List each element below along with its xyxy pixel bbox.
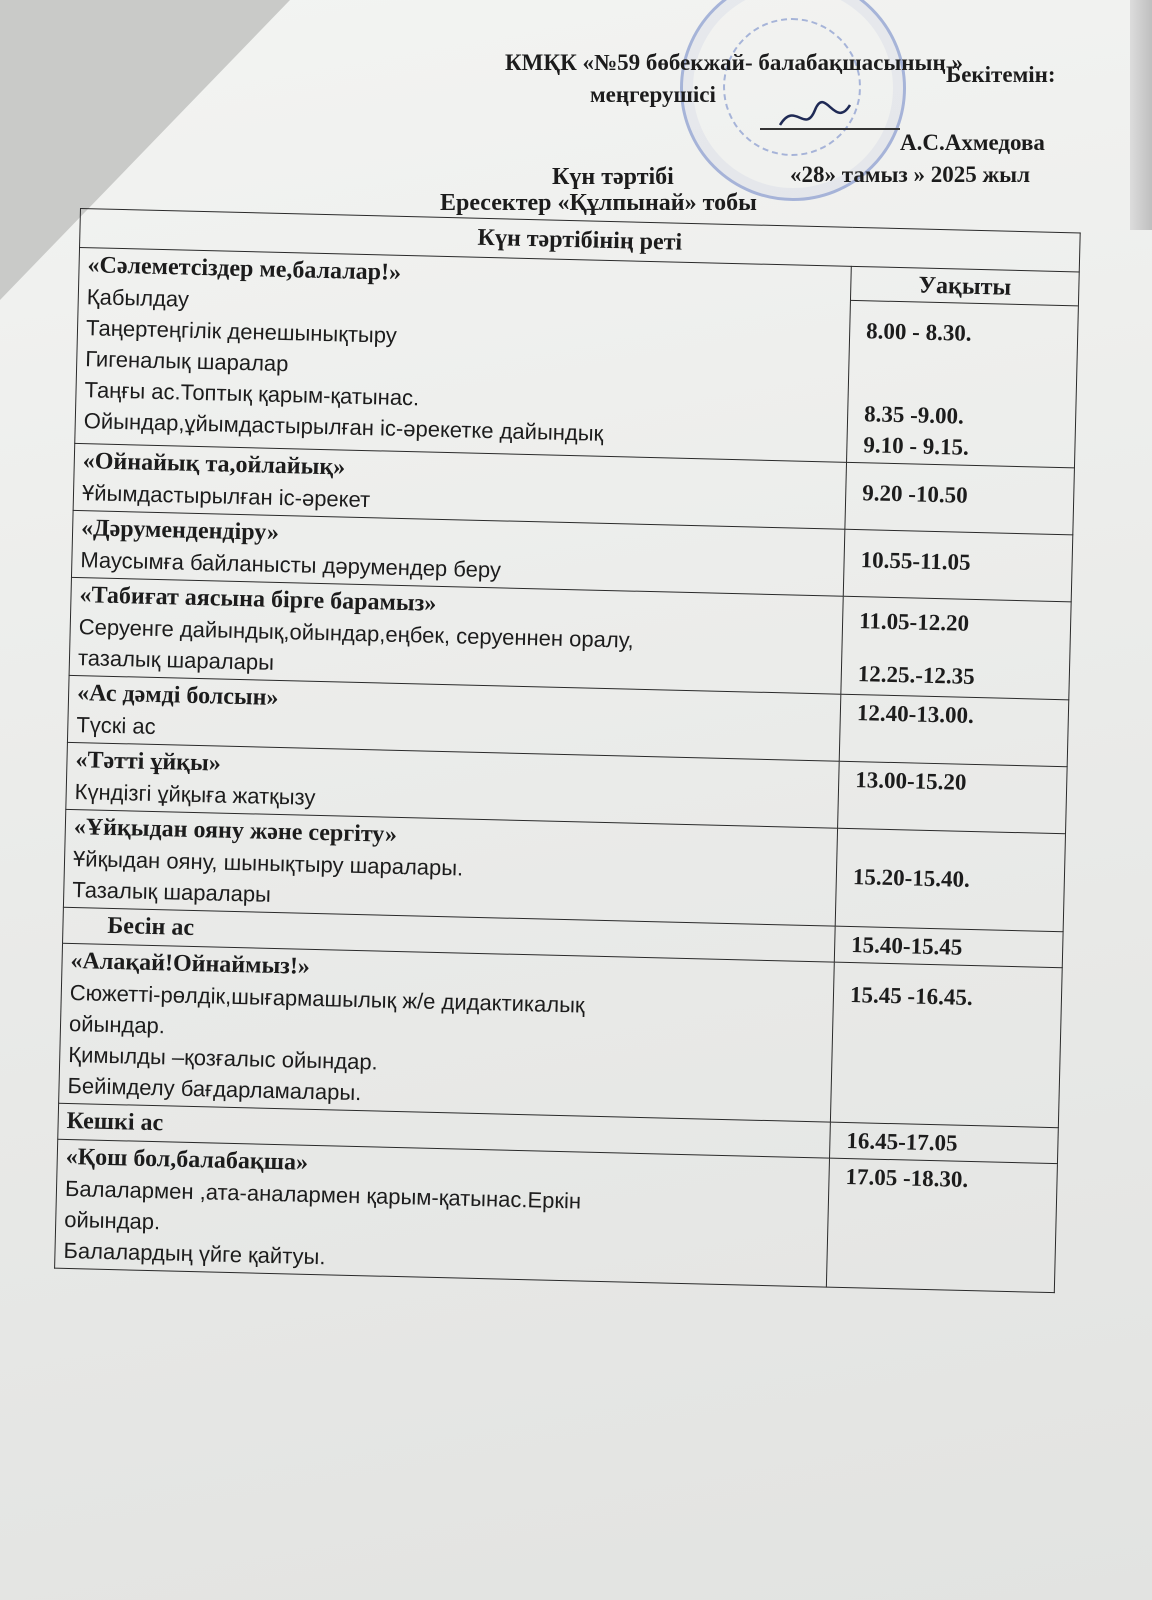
activity-item: Ойындар,ұйымдастырылған іс-әрекетке дайындық (83, 408, 604, 446)
section-title: «Ойнайық та,ойлайық» (82, 448, 346, 481)
document-header (0, 0, 1152, 230)
activity-item: Гигеналық шаралар (85, 346, 289, 377)
time-column-header: Уақыты (851, 269, 1079, 307)
activity-item: Қимылды –қозғалыс ойындар. (68, 1041, 379, 1075)
time-value: 9.10 - 9.15. (863, 432, 970, 460)
time-value: 12.40-13.00. (856, 700, 975, 728)
time-value: 11.05-12.20 (858, 608, 970, 636)
time-cell (835, 828, 1065, 932)
signer-name: А.С.Ахмедова (900, 130, 1045, 155)
activity-item: Таңғы ас.Топтық қарым-қатынас. (84, 377, 420, 411)
time-cell (841, 596, 1071, 700)
time-value: 15.20-15.40. (852, 864, 971, 892)
document-title: Күн тәртібі (552, 164, 674, 190)
time-value: 15.40-15.45 (850, 932, 963, 960)
table-row (55, 1139, 1058, 1292)
activity-item: Таңертеңгілік денешынықтыру (85, 315, 398, 348)
activity-item: Түскі ас (76, 712, 156, 739)
activity-item: Балалармен ,ата-аналармен қарым-қатынас.Еркін (64, 1175, 582, 1214)
time-value: 15.45 -16.45. (849, 982, 973, 1011)
section-title: «Тәтті ұйқы» (75, 747, 222, 777)
time-value: 9.20 -10.50 (861, 480, 968, 508)
activity-item: Тазалық шаралары (72, 877, 272, 907)
time-cell (826, 1158, 1057, 1293)
section-title: «Ұйқыдан ояну және сергіту» (73, 814, 398, 848)
time-cell (839, 694, 1069, 767)
activity-item: Күндізгі ұйқыға жатқызу (74, 779, 316, 810)
activity-cell (69, 577, 843, 694)
seal-inner-ring (723, 18, 861, 156)
section-title: «Дәрумендендіру» (80, 515, 280, 546)
table-caption: Күн тәртібінің реті (80, 209, 1081, 272)
time-value: 8.00 - 8.30. (865, 318, 972, 346)
activity-item: Бейімделу бағдарламалары. (67, 1072, 362, 1106)
time-value: 10.55-11.05 (860, 547, 971, 575)
approval-date: «28» тамыз » 2025 жыл (790, 162, 1030, 187)
section-title: «Ас дәмді болсын» (76, 680, 279, 711)
activity-item: Қабылдау (86, 284, 190, 312)
daily-schedule-table (54, 208, 1081, 1293)
activity-item: Сюжетті-рөлдік,шығармашылық ж/е дидактикалық (69, 979, 585, 1018)
time-value: 8.35 -9.00. (863, 401, 965, 429)
time-cell (830, 1122, 1059, 1164)
activity-item: Серуенге дайындық,ойындар,еңбек, серуеннен оралу, (78, 614, 634, 653)
activity-item: тазалық шаралары (77, 645, 275, 675)
time-value: 17.05 -18.30. (845, 1163, 969, 1192)
activity-item: ойындар. (63, 1206, 161, 1235)
time-cell (838, 761, 1068, 834)
section-title: «Табиғат аясына бірге барамыз» (79, 582, 437, 617)
time-cell (834, 926, 1063, 968)
activity-cell (59, 943, 835, 1122)
time-value: 16.45-17.05 (846, 1128, 958, 1156)
activity-cell (63, 809, 837, 926)
activity-item: Балалардың үйге қайтуы. (63, 1237, 326, 1270)
time-value: 13.00-15.20 (854, 767, 967, 795)
schedule-table-wrapper (54, 208, 1080, 1293)
organization-line: КМҚК «№59 бөбекжай- балабақшасының » (505, 50, 964, 75)
activity-item: Маусымға байланысты дәрумендер беру (80, 547, 502, 583)
activity-item: ойындар. (68, 1010, 166, 1039)
activity-cell (55, 1139, 830, 1287)
section-title: «Сәлеметсіздер ме,балалар!» (87, 252, 402, 286)
section-title: «Қош бол,балабақша» (65, 1143, 309, 1176)
position-label: меңгерушісі (590, 82, 716, 107)
signature-line (760, 128, 900, 130)
section-title: «Алақай!Ойнаймыз!» (70, 947, 311, 980)
time-cell (845, 462, 1075, 535)
time-value: 12.25.-12.35 (857, 661, 976, 689)
activity-cell (75, 248, 852, 463)
table-row (75, 248, 1080, 468)
time-cell (847, 266, 1080, 468)
table-row (59, 943, 1063, 1127)
activity-item: Ұйымдастырылған іс-әрекет (81, 480, 371, 513)
activity-item: Ұйқыдан ояну, шынықтыру шаралары. (72, 846, 464, 881)
section-title: Кешкі ас (66, 1107, 164, 1137)
section-title: Бесін ас (107, 912, 195, 941)
group-title: Ересектер «Құлпынай» тобы (440, 190, 757, 216)
time-cell (830, 962, 1062, 1128)
time-cell (843, 529, 1073, 602)
approval-label: Бекітемін: (946, 62, 1056, 87)
